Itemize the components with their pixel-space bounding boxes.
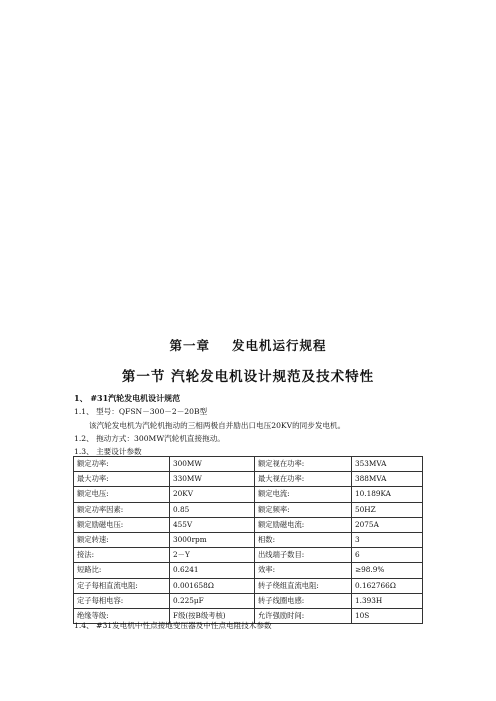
chapter-title: 发电机运行规程 (232, 338, 327, 353)
chapter-heading (0, 336, 496, 354)
param-label-cell: 出线端子数目: (255, 548, 352, 563)
param-value-cell: 0.225μF (170, 593, 255, 608)
table-row (74, 517, 423, 532)
param-value-cell: 10.189KA (352, 487, 423, 502)
param-value-cell: F级(按B级考核) (170, 608, 255, 623)
param-label-cell: 最大视在功率: (255, 472, 352, 487)
table-row (74, 563, 423, 578)
table-row (74, 532, 423, 547)
item-1-4: 1.4、 #31发电机中性点接地变压器及中性点电阻技术参数 (74, 621, 272, 630)
param-label-cell: 短路比: (74, 563, 170, 578)
param-label-cell: 额定频率: (255, 502, 352, 517)
param-label-cell: 相数: (255, 532, 352, 547)
param-label-cell: 额定电流: (255, 487, 352, 502)
param-value-cell: 1.393H (352, 593, 423, 608)
table-row (74, 472, 423, 487)
item-1-1-description: 该汽轮发电机为汽轮机拖动的三相两极自并励出口电压20KV的同步发电机。 (89, 421, 346, 430)
chapter-number: 第一章 (169, 338, 210, 353)
table-row (74, 548, 423, 563)
param-label-cell: 接法: (74, 548, 170, 563)
param-value-cell: 6 (352, 548, 423, 563)
section-title: 第一节 汽轮发电机设计规范及技术特性 (121, 369, 375, 385)
param-value-cell: 2－Y (170, 548, 255, 563)
param-label-cell: 额定功率: (74, 457, 170, 472)
param-label-cell: 定子每相直流电阻: (74, 578, 170, 593)
param-value-cell: 3 (352, 532, 423, 547)
param-value-cell: 20KV (170, 487, 255, 502)
table-row (74, 487, 423, 502)
param-value-cell: 10S (352, 608, 423, 623)
param-label-cell: 额定视在功率: (255, 457, 352, 472)
param-label-cell: 额定转速: (74, 532, 170, 547)
param-label-cell: 额定励磁电压: (74, 517, 170, 532)
item-1-2: 1.2、 拖动方式：300MW汽轮机直接拖动。 (74, 434, 225, 443)
item-1-3: 1.3、 主要设计参数 (74, 447, 142, 456)
param-label-cell: 转子线圈电感: (255, 593, 352, 608)
table-row (74, 593, 423, 608)
param-value-cell: 0.6241 (170, 563, 255, 578)
param-value-cell: 353MVA (352, 457, 423, 472)
param-label-cell: 效率: (255, 563, 352, 578)
heading-1: 1、 #31汽轮发电机设计规范 (74, 393, 181, 403)
param-value-cell: 455V (170, 517, 255, 532)
param-value-cell: 0.001658Ω (170, 578, 255, 593)
param-value-cell: 330MW (170, 472, 255, 487)
param-label-cell: 绝缘等级: (74, 608, 170, 623)
param-value-cell: 0.162766Ω (352, 578, 423, 593)
param-value-cell: 50HZ (352, 502, 423, 517)
table-row (74, 502, 423, 517)
param-label-cell: 最大功率: (74, 472, 170, 487)
param-value-cell: 0.85 (170, 502, 255, 517)
param-label-cell: 额定功率因素: (74, 502, 170, 517)
table-row (74, 578, 423, 593)
table-row (74, 457, 423, 472)
design-parameters-table (73, 456, 423, 624)
param-label-cell: 额定励磁电流: (255, 517, 352, 532)
param-value-cell: 388MVA (352, 472, 423, 487)
param-label-cell: 转子绕组直流电阻: (255, 578, 352, 593)
param-value-cell: 2075A (352, 517, 423, 532)
param-value-cell: 300MW (170, 457, 255, 472)
param-label-cell: 额定电压: (74, 487, 170, 502)
param-label-cell: 允许强励时间: (255, 608, 352, 623)
param-label-cell: 定子每相电容: (74, 593, 170, 608)
param-value-cell: 3000rpm (170, 532, 255, 547)
param-value-cell: ≥98.9% (352, 563, 423, 578)
item-1-1: 1.1、 型号：QFSN－300－2－20B型 (74, 407, 208, 416)
